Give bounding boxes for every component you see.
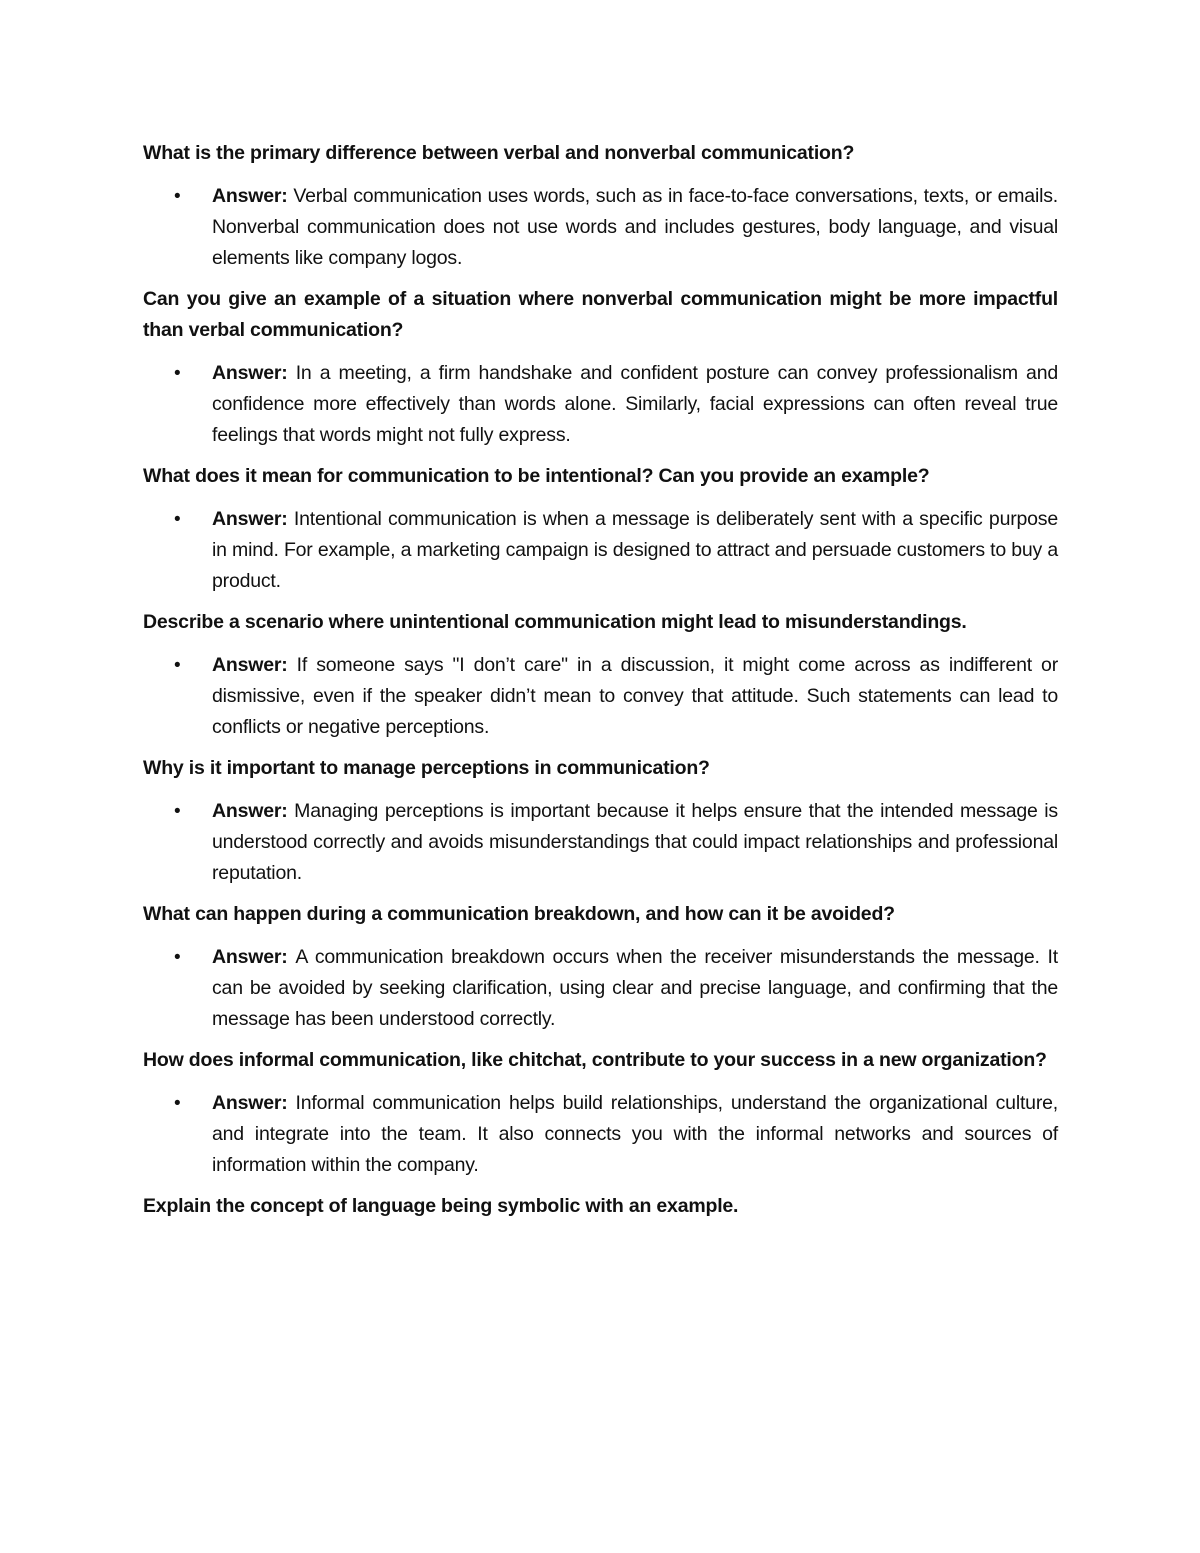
question-text: Describe a scenario where unintentional communication might lead to misunderstandings. <box>143 611 967 633</box>
qa-block-8 <box>143 1191 1058 1222</box>
bullet-icon: • <box>174 801 181 822</box>
answer-label: Answer: <box>212 946 296 968</box>
qa-block-2 <box>143 284 1058 451</box>
document-page <box>143 138 1058 1234</box>
question-text: Explain the concept of language being symbolic with an example. <box>143 1195 739 1217</box>
answer-text: If someone says "I don’t care" in a discussion, it might come across as indifferent or dismissive, even if the speaker didn’t mean to convey that attitude. Such statements can lead to conflicts or negative perceptions. <box>212 654 1058 738</box>
qa-block-3 <box>143 461 1058 597</box>
answer-label: Answer: <box>212 185 294 207</box>
answer-label: Answer: <box>212 508 294 530</box>
answer-item <box>143 358 1058 451</box>
bullet-icon: • <box>174 509 181 530</box>
answer-item <box>143 181 1058 274</box>
qa-block-1 <box>143 138 1058 274</box>
answer-text: Informal communication helps build relationships, understand the organizational culture, and integrate into the team. It also connects you with the informal networks and sources of information within the company. <box>212 1092 1058 1176</box>
answer-item <box>143 504 1058 597</box>
answer-text: In a meeting, a firm handshake and confident posture can convey professionalism and confidence more effectively than words alone. Similarly, facial expressions can often reveal true feelings that words might not fully express. <box>212 362 1058 446</box>
answer-text: Verbal communication uses words, such as in face-to-face conversations, texts, or emails. Nonverbal communication does not use words and includes gestures, body language, and visual elements like company logos. <box>212 185 1058 269</box>
qa-block-4 <box>143 607 1058 743</box>
answer-list <box>143 504 1058 597</box>
question-text: How does informal communication, like chitchat, contribute to your success in a new organization? <box>143 1049 1047 1071</box>
bullet-icon: • <box>174 947 181 968</box>
question-text: What does it mean for communication to be intentional? Can you provide an example? <box>143 465 930 487</box>
question-text: Why is it important to manage perceptions in communication? <box>143 757 710 779</box>
answer-item <box>143 650 1058 743</box>
question-text: Can you give an example of a situation where nonverbal communication might be more impactful than verbal communication? <box>143 288 1058 341</box>
answer-item <box>143 942 1058 1035</box>
answer-list <box>143 942 1058 1035</box>
answer-text: Managing perceptions is important because it helps ensure that the intended message is understood correctly and avoids misunderstandings that could impact relationships and professional reputation. <box>212 800 1058 884</box>
bullet-icon: • <box>174 363 181 384</box>
bullet-icon: • <box>174 1093 181 1114</box>
answer-list <box>143 1088 1058 1181</box>
bullet-icon: • <box>174 186 181 207</box>
answer-text: Intentional communication is when a message is deliberately sent with a specific purpose in mind. For example, a marketing campaign is designed to attract and persuade customers to buy a product. <box>212 508 1058 592</box>
answer-text: A communication breakdown occurs when the receiver misunderstands the message. It can be avoided by seeking clarification, using clear and precise language, and confirming that the message has been understood correctly. <box>212 946 1058 1030</box>
answer-list <box>143 358 1058 451</box>
answer-item <box>143 1088 1058 1181</box>
question-text: What can happen during a communication breakdown, and how can it be avoided? <box>143 903 895 925</box>
question-text: What is the primary difference between verbal and nonverbal communication? <box>143 142 855 164</box>
qa-block-7 <box>143 1045 1058 1181</box>
answer-list <box>143 650 1058 743</box>
answer-list <box>143 796 1058 889</box>
answer-label: Answer: <box>212 362 296 384</box>
answer-label: Answer: <box>212 654 297 676</box>
qa-block-6 <box>143 899 1058 1035</box>
qa-block-5 <box>143 753 1058 889</box>
answer-item <box>143 796 1058 889</box>
answer-label: Answer: <box>212 1092 296 1114</box>
bullet-icon: • <box>174 655 181 676</box>
answer-label: Answer: <box>212 800 295 822</box>
answer-list <box>143 181 1058 274</box>
